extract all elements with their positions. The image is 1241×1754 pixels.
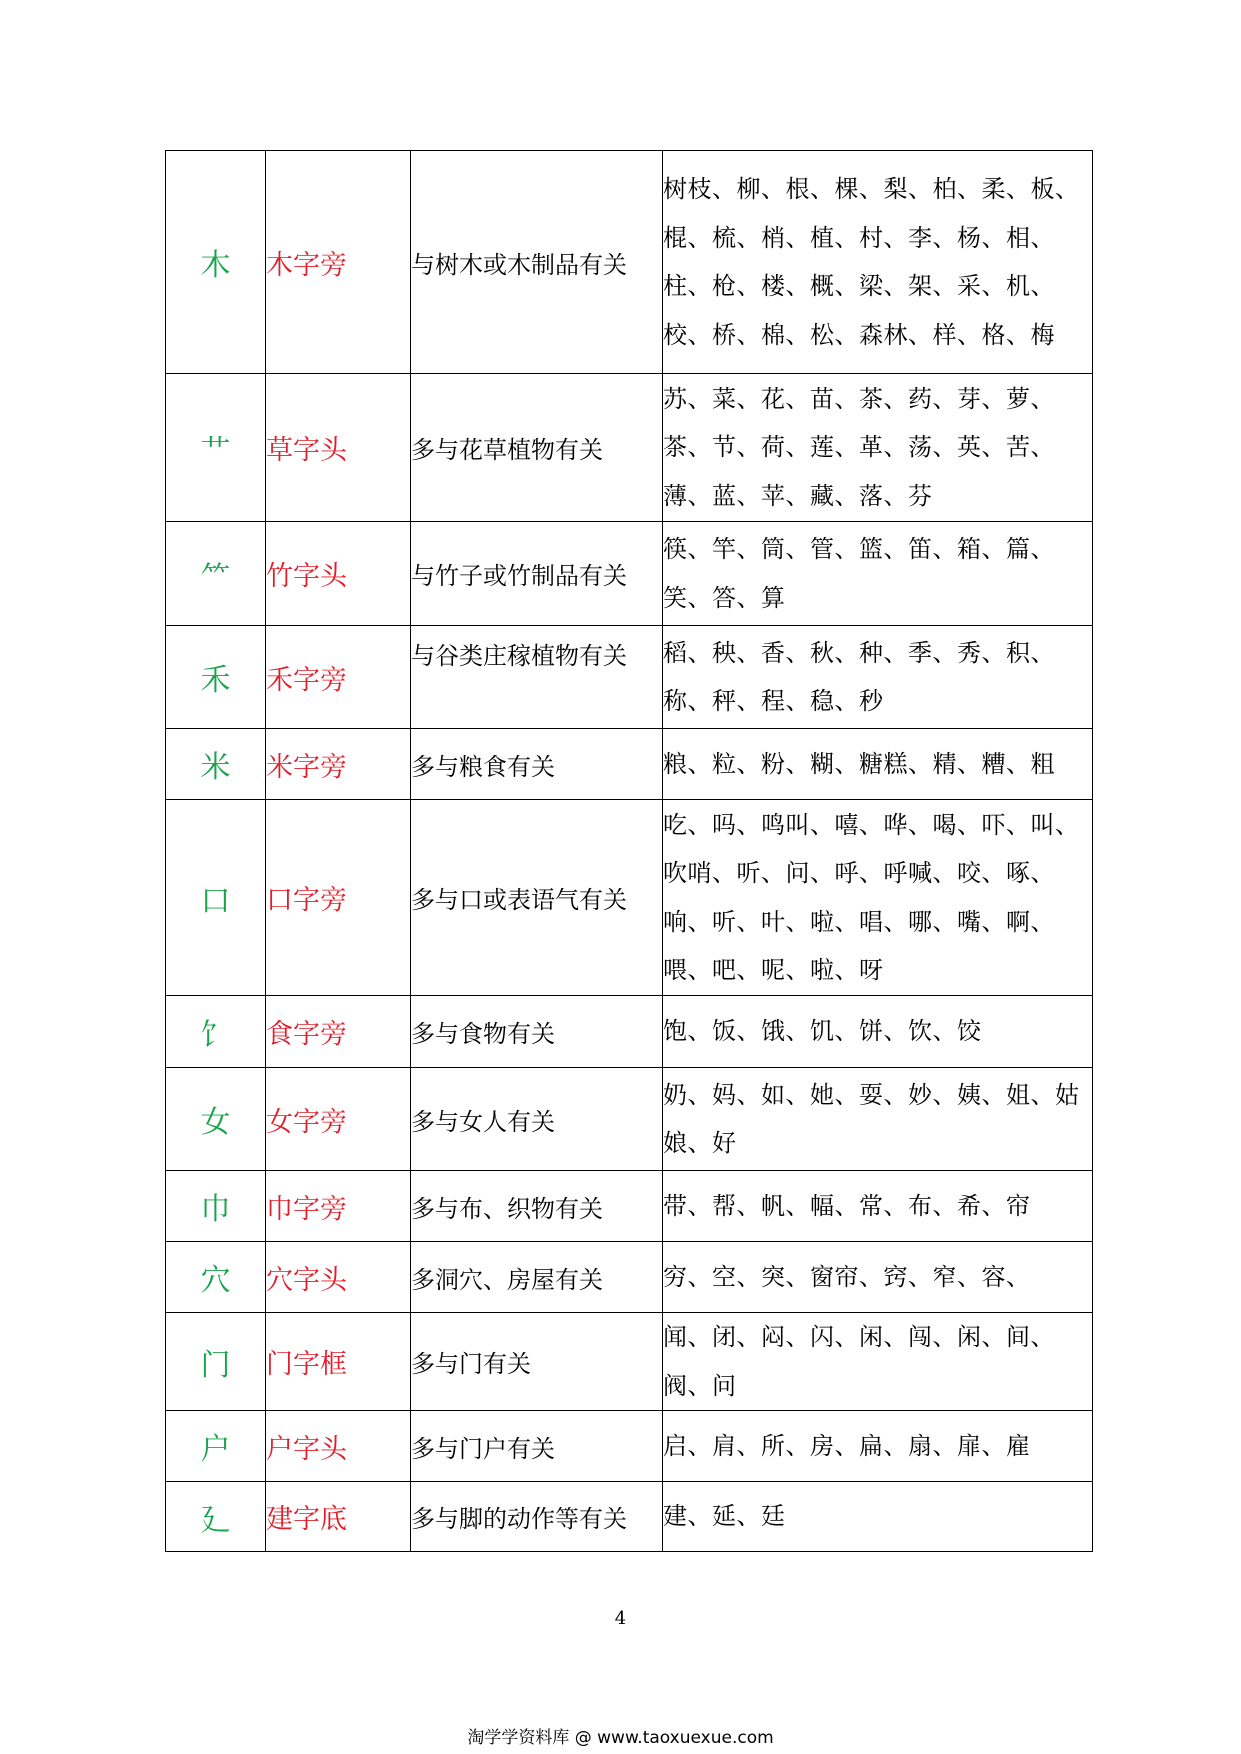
examples-cell: 筷、竿、筒、管、篮、笛、箱、篇、笑、答、算 [663, 522, 1093, 626]
meaning-cell: 与竹子或竹制品有关 [411, 522, 663, 626]
table-row [166, 996, 1093, 1068]
table-row [166, 1068, 1093, 1171]
radical-cell: 户 [166, 1411, 266, 1482]
radical-name-cell: 禾字旁 [266, 626, 411, 729]
radical-cell: 女 [166, 1068, 266, 1171]
table-row [166, 626, 1093, 729]
examples-cell: 苏、菜、花、苗、茶、药、芽、萝、茶、节、荷、莲、革、荡、英、苦、薄、蓝、苹、藏、落、芬 [663, 374, 1093, 522]
page-number: 4 [614, 1608, 627, 1629]
radical-name-cell: 米字旁 [266, 729, 411, 800]
radical-cell: 艹 [166, 374, 266, 522]
meaning-cell: 多与脚的动作等有关 [411, 1482, 663, 1552]
examples-cell: 饱、饭、饿、饥、饼、饮、饺 [663, 996, 1093, 1068]
radical-name-cell: 建字底 [266, 1482, 411, 1552]
meaning-cell: 多与布、织物有关 [411, 1171, 663, 1242]
radical-cell: ⺮ [166, 522, 266, 626]
meaning-cell: 多与门有关 [411, 1313, 663, 1411]
radical-name-cell: 户字头 [266, 1411, 411, 1482]
radical-name-cell: 女字旁 [266, 1068, 411, 1171]
radical-cell: 廴 [166, 1482, 266, 1552]
examples-cell: 启、肩、所、房、扁、扇、扉、雇 [663, 1411, 1093, 1482]
radical-name-cell: 门字框 [266, 1313, 411, 1411]
meaning-cell: 多与口或表语气有关 [411, 800, 663, 996]
radical-name-cell: 巾字旁 [266, 1171, 411, 1242]
radical-cell: 巾 [166, 1171, 266, 1242]
examples-cell: 带、帮、帆、幅、常、布、希、帘 [663, 1171, 1093, 1242]
table-row [166, 1171, 1093, 1242]
meaning-cell: 与树木或木制品有关 [411, 151, 663, 374]
examples-cell: 树枝、柳、根、棵、梨、柏、柔、板、棍、梳、梢、植、村、李、杨、相、柱、枪、楼、概、梁、架、采、机、校、桥、棉、松、森林、样、格、梅 [663, 151, 1093, 374]
radical-cell: 禾 [166, 626, 266, 729]
table-row [166, 1313, 1093, 1411]
meaning-cell: 多与食物有关 [411, 996, 663, 1068]
examples-cell: 奶、妈、如、她、耍、妙、姨、姐、姑娘、好 [663, 1068, 1093, 1171]
radical-name-cell: 口字旁 [266, 800, 411, 996]
radical-cell: 米 [166, 729, 266, 800]
examples-cell: 穷、空、突、窗帘、窍、窄、容、 [663, 1242, 1093, 1313]
table-row [166, 374, 1093, 522]
table-row [166, 729, 1093, 800]
examples-cell: 稻、秧、香、秋、种、季、秀、积、称、秤、程、稳、秒 [663, 626, 1093, 729]
radical-cell: 木 [166, 151, 266, 374]
radical-name-cell: 食字旁 [266, 996, 411, 1068]
meaning-cell: 多与花草植物有关 [411, 374, 663, 522]
table-row [166, 1482, 1093, 1552]
table-row [166, 151, 1093, 374]
radical-name-cell: 竹字头 [266, 522, 411, 626]
table-row [166, 522, 1093, 626]
examples-cell: 粮、粒、粉、糊、糖糕、精、糟、粗 [663, 729, 1093, 800]
radical-cell: 饣 [166, 996, 266, 1068]
meaning-cell: 多与粮食有关 [411, 729, 663, 800]
examples-cell: 吃、吗、鸣叫、嘻、哗、喝、吓、叫、吹哨、听、问、呼、呼喊、咬、啄、响、听、叶、啦、唱、哪、嘴、啊、喂、吧、呢、啦、呀 [663, 800, 1093, 996]
table-row [166, 800, 1093, 996]
radical-name-cell: 穴字头 [266, 1242, 411, 1313]
radical-cell: 门 [166, 1313, 266, 1411]
radical-cell: 穴 [166, 1242, 266, 1313]
meaning-cell: 多与门户有关 [411, 1411, 663, 1482]
radical-name-cell: 木字旁 [266, 151, 411, 374]
table-row [166, 1411, 1093, 1482]
examples-cell: 建、延、廷 [663, 1482, 1093, 1552]
examples-cell: 闻、闭、闷、闪、闲、闯、闲、间、阀、问 [663, 1313, 1093, 1411]
table-row [166, 1242, 1093, 1313]
meaning-cell: 多与女人有关 [411, 1068, 663, 1171]
footer-watermark: 淘学学资料库 @ www.taoxuexue.com [467, 1728, 774, 1748]
radical-name-cell: 草字头 [266, 374, 411, 522]
radical-table [165, 150, 1093, 1552]
meaning-cell: 多洞穴、房屋有关 [411, 1242, 663, 1313]
meaning-cell: 与谷类庄稼植物有关 [411, 626, 663, 729]
radical-cell: 口 [166, 800, 266, 996]
